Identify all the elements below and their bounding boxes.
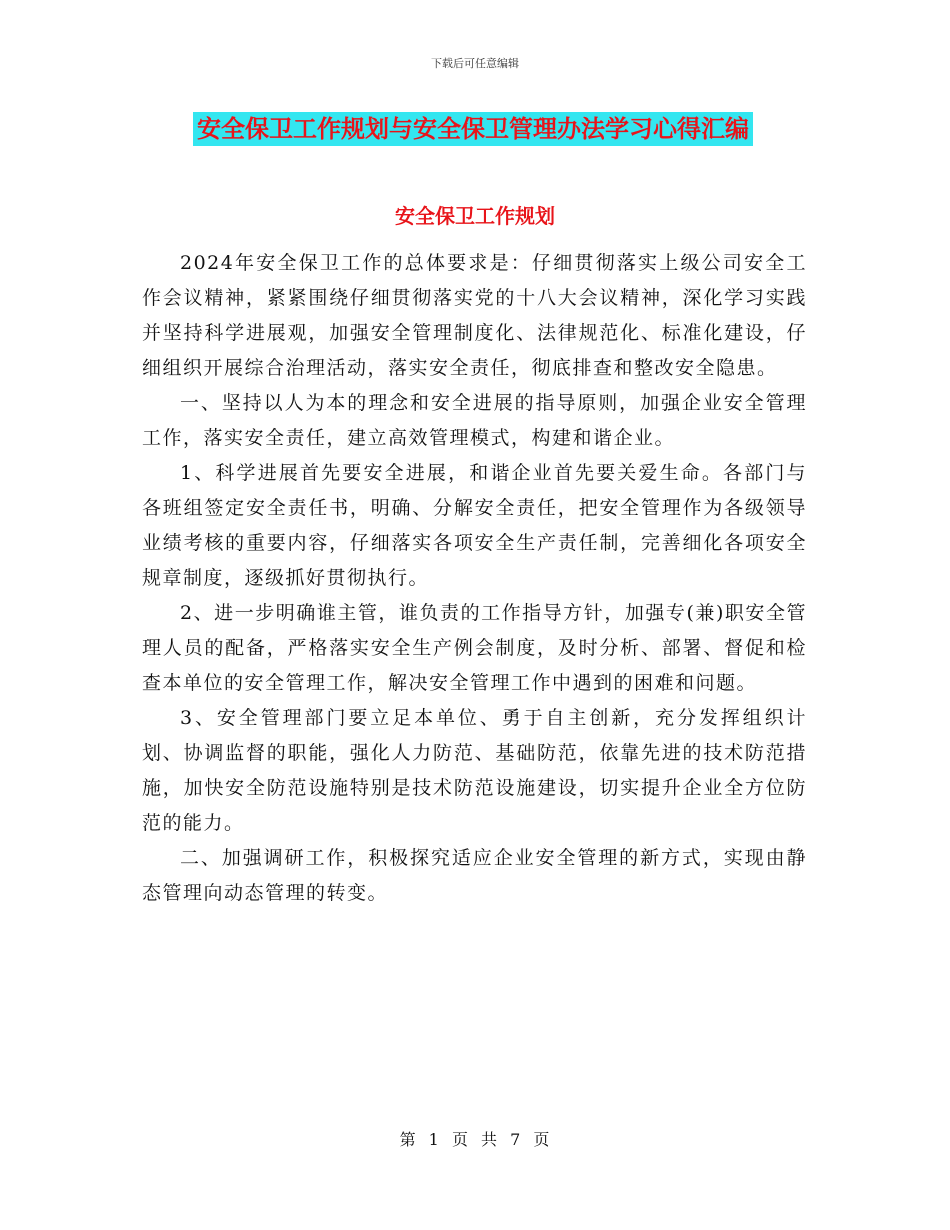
- paragraph: 3、安全管理部门要立足本单位、勇于自主创新，充分发挥组织计划、协调监督的职能，强化人力防范、基础防范，依靠先进的技术防范措施，加快安全防范设施特别是技术防范设施建设，切实提升企业全方位防范的能力。: [142, 707, 807, 834]
- paragraph: 2024年安全保卫工作的总体要求是：仔细贯彻落实上级公司安全工作会议精神，紧紧围绕仔细贯彻落实党的十八大会议精神，深化学习实践并坚持科学进展观，加强安全管理制度化、法律规范化、标准化建设，仔细组织开展综合治理活动，落实安全责任，彻底排查和整改安全隐患。: [142, 252, 807, 379]
- section-title: 安全保卫工作规划: [395, 204, 555, 228]
- paragraph: 2、进一步明确谁主管，谁负责的工作指导方针，加强专(兼)职安全管理人员的配备，严格落实安全生产例会制度，及时分析、部署、督促和检查本单位的安全管理工作，解决安全管理工作中遇到的困难和问题。: [142, 602, 807, 694]
- paragraph: 1、科学进展首先要安全进展，和谐企业首先要关爱生命。各部门与各班组签定安全责任书，明确、分解安全责任，把安全管理作为各级领导业绩考核的重要内容，仔细落实各项安全生产责任制，完善细化各项安全规章制度，逐级抓好贯彻执行。: [142, 462, 807, 589]
- body-text: [142, 246, 807, 911]
- document-title: 安全保卫工作规划与安全保卫管理办法学习心得汇编: [193, 112, 753, 146]
- paragraph: 一、坚持以人为本的理念和安全进展的指导原则，加强企业安全管理工作，落实安全责任，建立高效管理模式，构建和谐企业。: [142, 392, 807, 449]
- paragraph: 二、加强调研工作，积极探究适应企业安全管理的新方式，实现由静态管理向动态管理的转变。: [142, 847, 807, 904]
- page-footer: 第 1 页 共 7 页: [399, 1130, 551, 1149]
- header-note: 下载后可任意编辑: [431, 57, 519, 70]
